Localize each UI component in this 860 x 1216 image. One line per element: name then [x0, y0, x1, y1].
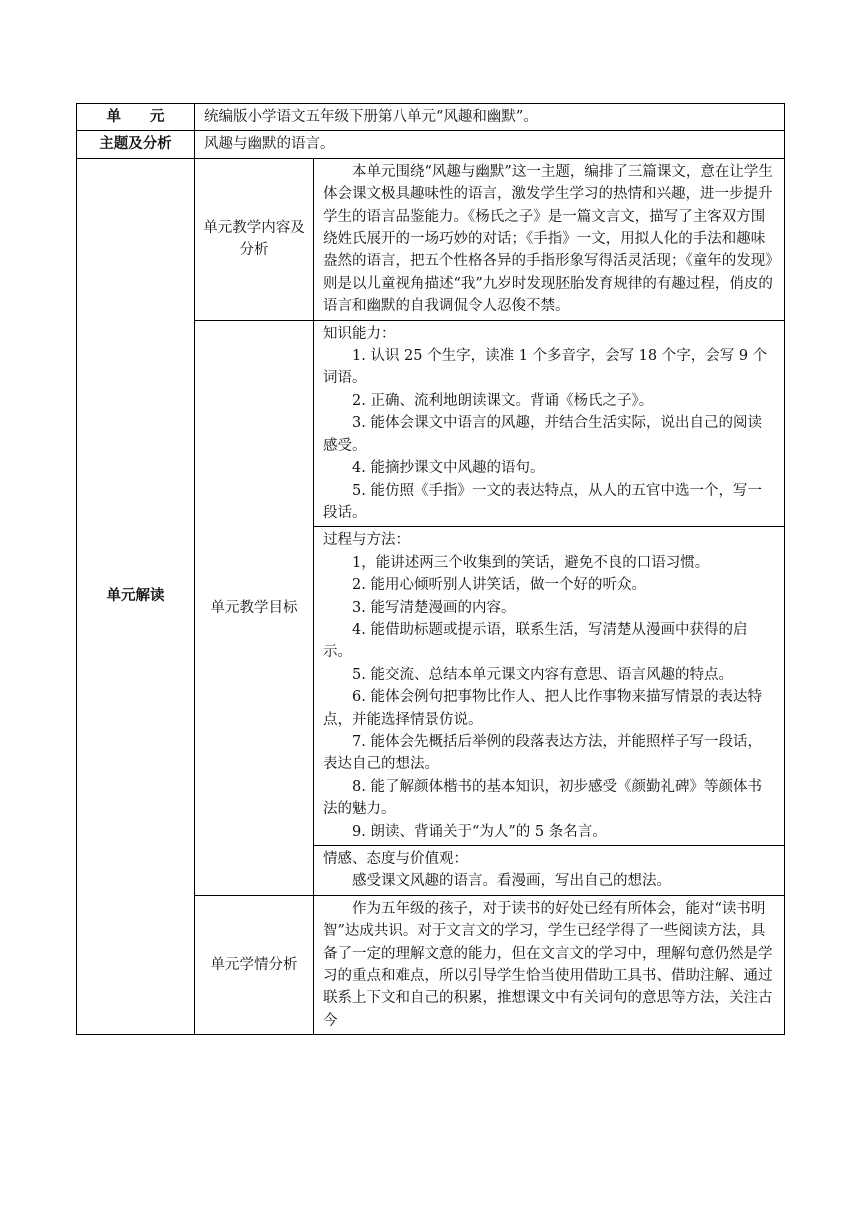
content-analysis-label: 单元教学内容及分析	[195, 158, 314, 320]
unit-row	[77, 104, 785, 131]
emotion-cell	[314, 846, 785, 896]
knowledge-heading: 知识能力：	[323, 325, 396, 342]
process-item: 1，能讲述两三个收集到的笑话，避免不良的口语习惯。	[352, 554, 710, 571]
process-item: 5. 能交流、总结本单元课文内容有意思、语言风趣的特点。	[352, 666, 733, 683]
knowledge-item: 4. 能摘抄课文中风趣的语句。	[352, 460, 545, 477]
interpretation-label: 单元解读	[77, 158, 195, 1034]
theme-row	[77, 131, 785, 158]
content-analysis-text: 本单元围绕“风趣与幽默”这一主题，编排了三篇课文，意在让学生体会课文极具趣味性的语言，激发学生学习的热情和兴趣，进一步提升学生的语言品鉴能力。《杨氏之子》是一篇文言文，描写了主客双方围绕姓氏展开的一场巧妙的对话；《手指》一文，用拟人化的手法和趣味盎然的语言，把五个性格各异的手指形象写得活灵活现；《童年的发现》则是以儿童视角描述“我”九岁时发现胚胎发育规律的有趣过程，俏皮的语言和幽默的自我调侃令人忍俊不禁。	[323, 163, 773, 315]
knowledge-cell	[314, 320, 785, 527]
knowledge-item: 3. 能体会课文中语言的风趣，并结合生活实际，说出自己的阅读感受。	[323, 415, 762, 454]
unit-label: 单 元	[77, 104, 195, 131]
knowledge-item: 5. 能仿照《手指》一文的表达特点，从人的五官中选一个，写一段话。	[323, 482, 762, 521]
objectives-label: 单元教学目标	[195, 320, 314, 895]
knowledge-item: 2. 正确、流利地朗读课文。背诵《杨氏之子》。	[352, 392, 654, 409]
process-item: 3. 能写清楚漫画的内容。	[352, 599, 516, 616]
content-analysis-cell	[314, 158, 785, 320]
content-analysis-row	[77, 158, 785, 320]
process-cell	[314, 527, 785, 846]
process-item: 2. 能用心倾听别人讲笑话，做一个好的听众。	[352, 577, 646, 594]
unit-plan-table	[76, 103, 785, 1035]
process-heading: 过程与方法：	[323, 532, 410, 549]
unit-value: 统编版小学语文五年级下册第八单元“风趣和幽默”。	[195, 104, 785, 131]
process-item: 6. 能体会例句把事物比作人、把人比作事物来描写情景的表达特点，并能选择情景仿说。	[323, 689, 762, 728]
process-item: 9. 朗读、背诵关于“为人”的 5 条名言。	[352, 823, 607, 840]
emotion-item: 感受课文风趣的语言。看漫画，写出自己的想法。	[352, 873, 671, 890]
learner-analysis-label: 单元学情分析	[195, 895, 314, 1034]
process-item: 4. 能借助标题或提示语，联系生活，写清楚从漫画中获得的启示。	[323, 621, 748, 661]
theme-label: 主题及分析	[77, 131, 195, 158]
learner-analysis-text: 作为五年级的孩子，对于读书的好处已经有所体会，能对“读书明智”达成共识。对于文言文的学习，学生已经学得了一些阅读方法，具备了一定的理解文意的能力，但在文言文的学习中，理解句意仍然是学习的重点和难点，所以引导学生恰当使用借助工具书、借助注解、通过联系上下文和自己的积累，推想课文中有关词句的意思等方法，关注古今	[323, 900, 773, 1029]
learner-analysis-cell	[314, 895, 785, 1034]
knowledge-item: 1. 认识 25 个生字，读准 1 个多音字，会写 18 个字，会写 9 个词语。	[323, 348, 768, 387]
process-item: 7. 能体会先概括后举例的段落表达方法，并能照样子写一段话，表达自己的想法。	[323, 733, 762, 773]
process-item: 8. 能了解颜体楷书的基本知识，初步感受《颜勤礼碑》等颜体书法的魅力。	[323, 778, 762, 818]
theme-value: 风趣与幽默的语言。	[195, 131, 785, 158]
emotion-heading: 情感、态度与价值观：	[323, 851, 468, 867]
